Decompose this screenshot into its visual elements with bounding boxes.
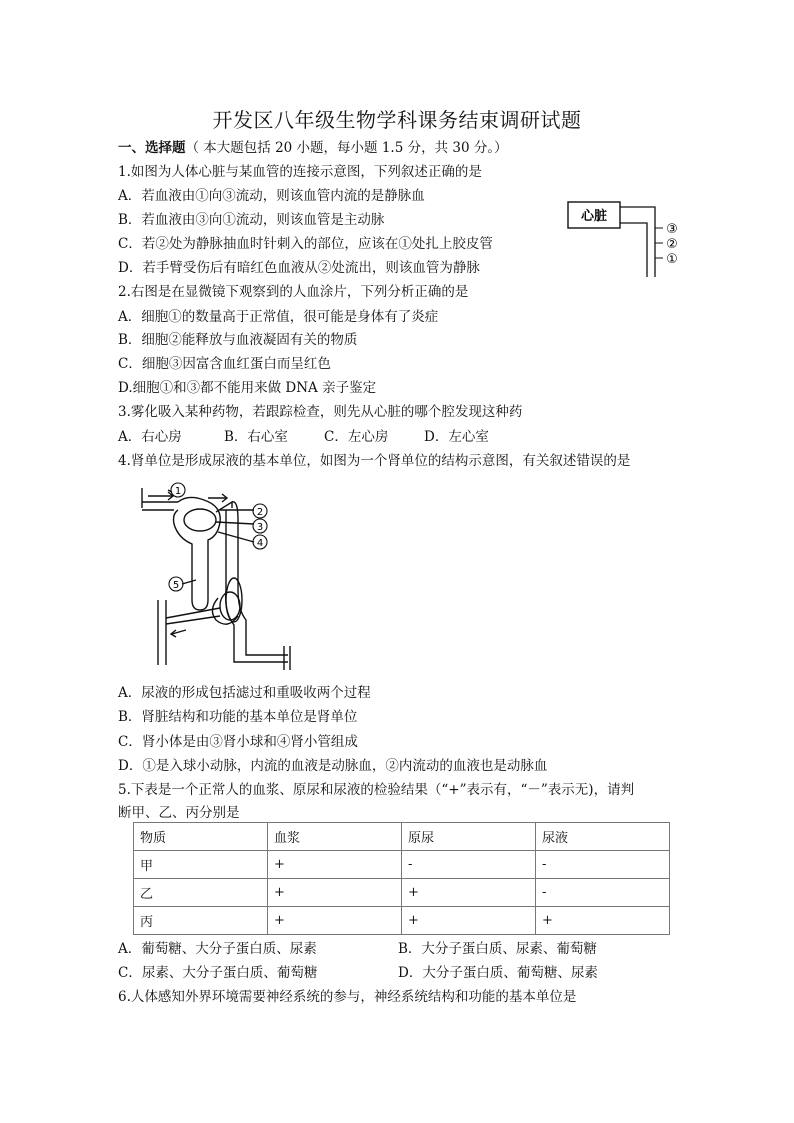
- table-cell: +: [402, 879, 536, 907]
- q3-option-d: D．左心室: [424, 429, 489, 445]
- nephron-marker-3: 3: [256, 522, 264, 533]
- table-cell: 甲: [134, 851, 268, 879]
- table-header-cell: 物质: [134, 823, 268, 851]
- q1-stem: 1.如图为人体心脏与某血管的连接示意图，下列叙述正确的是: [118, 164, 482, 180]
- glomerulus: [184, 509, 216, 531]
- q2-option-a: A．细胞①的数量高于正常值，很可能是身体有了炎症: [118, 309, 439, 325]
- q6-stem: 6.人体感知外界环境需要神经系统的参与，神经系统结构和功能的基本单位是: [118, 989, 577, 1005]
- q1-option-a: A．若血液由①向③流动，则该血管内流的是静脉血: [118, 188, 425, 204]
- q1-option-d: D．若手臂受伤后有暗红色血液从②处流出，则该血管为静脉: [118, 260, 480, 276]
- loop-coil-2: [220, 592, 240, 620]
- table-cell: +: [268, 851, 402, 879]
- q2-option-b: B．细胞②能释放与血液凝固有关的物质: [118, 332, 358, 348]
- table-header-cell: 血浆: [268, 823, 402, 851]
- q2-option-c: C．细胞③因富含血红蛋白而呈红色: [118, 356, 331, 372]
- table-cell: -: [536, 879, 670, 907]
- q1-option-b: B．若血液由③向①流动，则该血管是主动脉: [118, 212, 385, 228]
- table-cell: +: [402, 907, 536, 935]
- q5-table: [133, 822, 670, 935]
- marker-2: ②: [666, 237, 678, 252]
- q2-option-d: D.细胞①和③都不能用来做 DNA 亲子鉴定: [118, 380, 377, 396]
- q5-options-row1: [118, 940, 597, 958]
- q2-stem: 2.右图是在显微镜下观察到的人血涂片，下列分析正确的是: [118, 284, 469, 300]
- q4-stem: 4.肾单位是形成尿液的基本单位，如图为一个肾单位的结构示意图，有关叙述错误的是: [118, 453, 631, 469]
- table-cell: +: [268, 879, 402, 907]
- q5-option-d: D．大分子蛋白质、葡萄糖、尿素: [398, 965, 598, 981]
- q4-option-b: B．肾脏结构和功能的基本单位是肾单位: [118, 709, 358, 725]
- section-heading-line: [118, 139, 508, 157]
- table-row: [134, 851, 670, 879]
- q5-stem-line2: 断甲、乙、丙分别是: [118, 805, 240, 821]
- table-cell: +: [536, 907, 670, 935]
- table-header-cell: 尿液: [536, 823, 670, 851]
- marker-3: ③: [666, 222, 678, 237]
- q5-option-a: A．葡萄糖、大分子蛋白质、尿素: [118, 941, 317, 957]
- q5-stem-line1: 5.下表是一个正常人的血浆、原尿和尿液的检验结果（“+”表示有，“－”表示无)，请判: [118, 782, 635, 798]
- vessel-outer-wall: [620, 207, 655, 277]
- q1-option-c: C．若②处为静脉抽血时针刺入的部位，应该在①处扎上胶皮管: [118, 236, 493, 252]
- nephron-figure: [138, 480, 298, 670]
- vessel-inner-wall: [620, 223, 647, 277]
- q3-option-b: B．右心室: [224, 429, 288, 445]
- q3-option-a: A．右心房: [118, 429, 182, 445]
- section-heading: 一、选择题: [118, 140, 186, 156]
- marker-1: ①: [666, 252, 678, 267]
- nephron-marker-1: 1: [174, 486, 182, 497]
- table-row: [134, 879, 670, 907]
- nephron-marker-4: 4: [256, 538, 264, 549]
- table-cell: 丙: [134, 907, 268, 935]
- section-note: （ 本大题包括 20 小题，每小题 1.5 分，共 30 分。）: [185, 140, 508, 156]
- nephron-marker-5: 5: [172, 580, 180, 591]
- table-cell: -: [536, 851, 670, 879]
- q5-option-c: C．尿素、大分子蛋白质、葡萄糖: [118, 965, 318, 981]
- q4-option-d: D．①是入球小动脉，内流的血液是动脉血，②内流动的血液也是动脉血: [118, 758, 548, 774]
- table-header-row: [134, 823, 670, 851]
- table-cell: 乙: [134, 879, 268, 907]
- q4-option-a: A．尿液的形成包括滤过和重吸收两个过程: [118, 685, 371, 701]
- nephron-marker-2: 2: [256, 507, 264, 518]
- q3-options: [118, 428, 489, 446]
- q3-stem: 3.雾化吸入某种药物，若跟踪检查，则先从心脏的哪个腔发现这种药: [118, 404, 523, 420]
- q5-options-row2: [118, 964, 598, 982]
- q3-option-c: C．左心房: [324, 429, 389, 445]
- page-title: 开发区八年级生物学科课务结束调研试题: [212, 108, 582, 132]
- table-cell: -: [402, 851, 536, 879]
- table-header-cell: 原尿: [402, 823, 536, 851]
- table-cell: +: [268, 907, 402, 935]
- table-row: [134, 907, 670, 935]
- q4-option-c: C．肾小体是由③肾小球和④肾小管组成: [118, 734, 358, 750]
- q5-option-b: B．大分子蛋白质、尿素、葡萄糖: [398, 941, 597, 957]
- heart-label: 心脏: [580, 209, 608, 224]
- heart-vessel-figure: [565, 195, 685, 280]
